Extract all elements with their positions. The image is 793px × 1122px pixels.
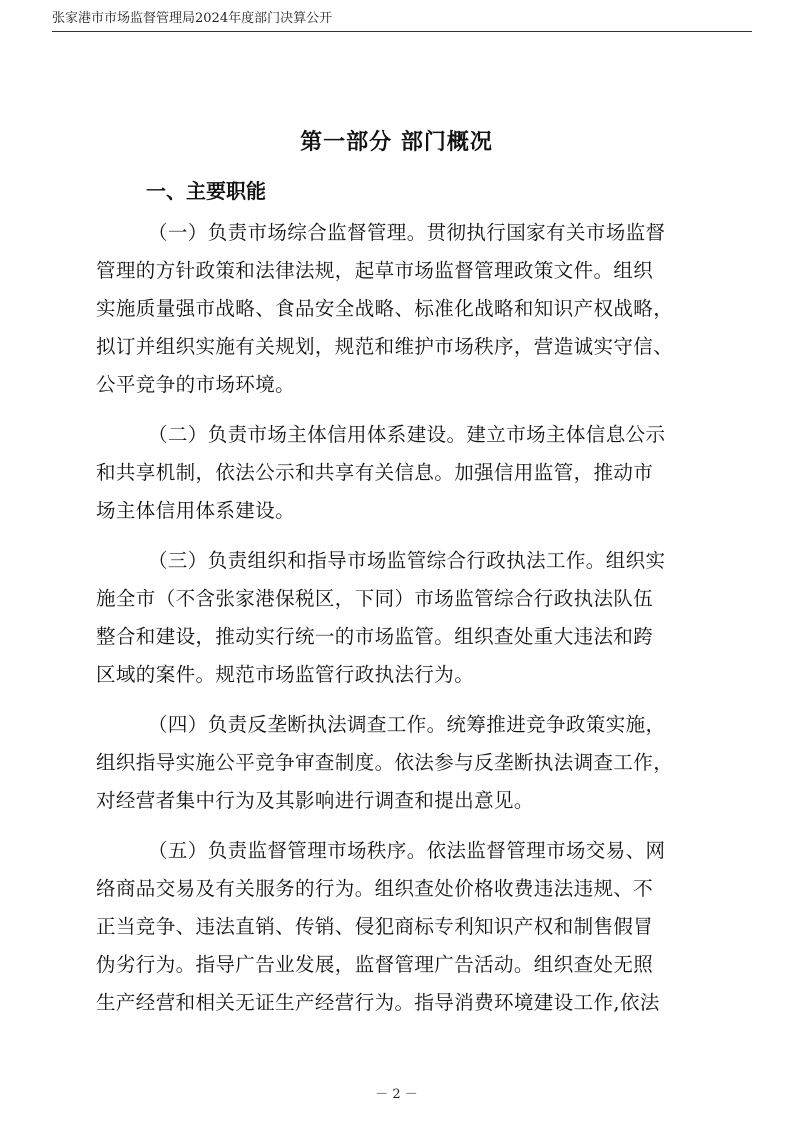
text-line: 络商品交易及有关服务的行为。组织查处价格收费违法违规、不	[96, 877, 654, 900]
text-line: （三）负责组织和指导市场监管综合行政执法工作。组织实	[148, 549, 666, 572]
text-line: 伪劣行为。指导广告业发展，监督管理广告活动。组织查处无照	[96, 953, 654, 976]
paragraph-5	[96, 832, 716, 1022]
section-heading: 一、主要职能	[146, 179, 266, 203]
text-line: 组织指导实施公平竞争审查制度。依法参与反垄断执法调查工作，	[96, 751, 674, 774]
text-line: 施全市（不含张家港保税区，下同）市场监管综合行政执法队伍	[96, 587, 654, 610]
text-line: （四）负责反垄断执法调查工作。统筹推进竞争政策实施，	[148, 713, 666, 736]
text-line: 实施质量强市战略、食品安全战略、标准化战略和知识产权战略，	[96, 297, 674, 320]
running-header: 张家港市市场监督管理局2024年度部门决算公开	[52, 10, 752, 32]
page-title: 第一部分 部门概况	[300, 130, 493, 155]
text-line: 场主体信用体系建设。	[96, 499, 296, 522]
text-line: （五）负责监督管理市场秩序。依法监督管理市场交易、网	[148, 839, 666, 862]
text-line: 区域的案件。规范市场监管行政执法行为。	[96, 663, 475, 686]
text-line: 管理的方针政策和法律法规，起草市场监督管理政策文件。组织	[96, 259, 654, 282]
paragraph-1	[96, 214, 716, 404]
text-line: 公平竞争的市场环境。	[96, 373, 296, 396]
text-line: 和共享机制，依法公示和共享有关信息。加强信用监管，推动市	[96, 461, 654, 484]
text-line: （一）负责市场综合监督管理。贯彻执行国家有关市场监督	[148, 221, 666, 244]
paragraph-3	[96, 542, 716, 694]
text-line: 正当竞争、违法直销、传销、侵犯商标专利知识产权和制售假冒	[96, 915, 654, 938]
document-body	[96, 214, 716, 1034]
paragraph-2	[96, 416, 716, 530]
text-line: 拟订并组织实施有关规划，规范和维护市场秩序，营造诚实守信、	[96, 335, 674, 358]
page-number: － 2 －	[375, 1087, 418, 1102]
text-line: 生产经营和相关无证生产经营行为。指导消费环境建设工作,依法	[96, 991, 660, 1014]
text-line: 对经营者集中行为及其影响进行调查和提出意见。	[96, 789, 534, 812]
text-line: （二）负责市场主体信用体系建设。建立市场主体信息公示	[148, 423, 666, 446]
paragraph-4	[96, 706, 716, 820]
text-line: 整合和建设，推动实行统一的市场监管。组织查处重大违法和跨	[96, 625, 654, 648]
